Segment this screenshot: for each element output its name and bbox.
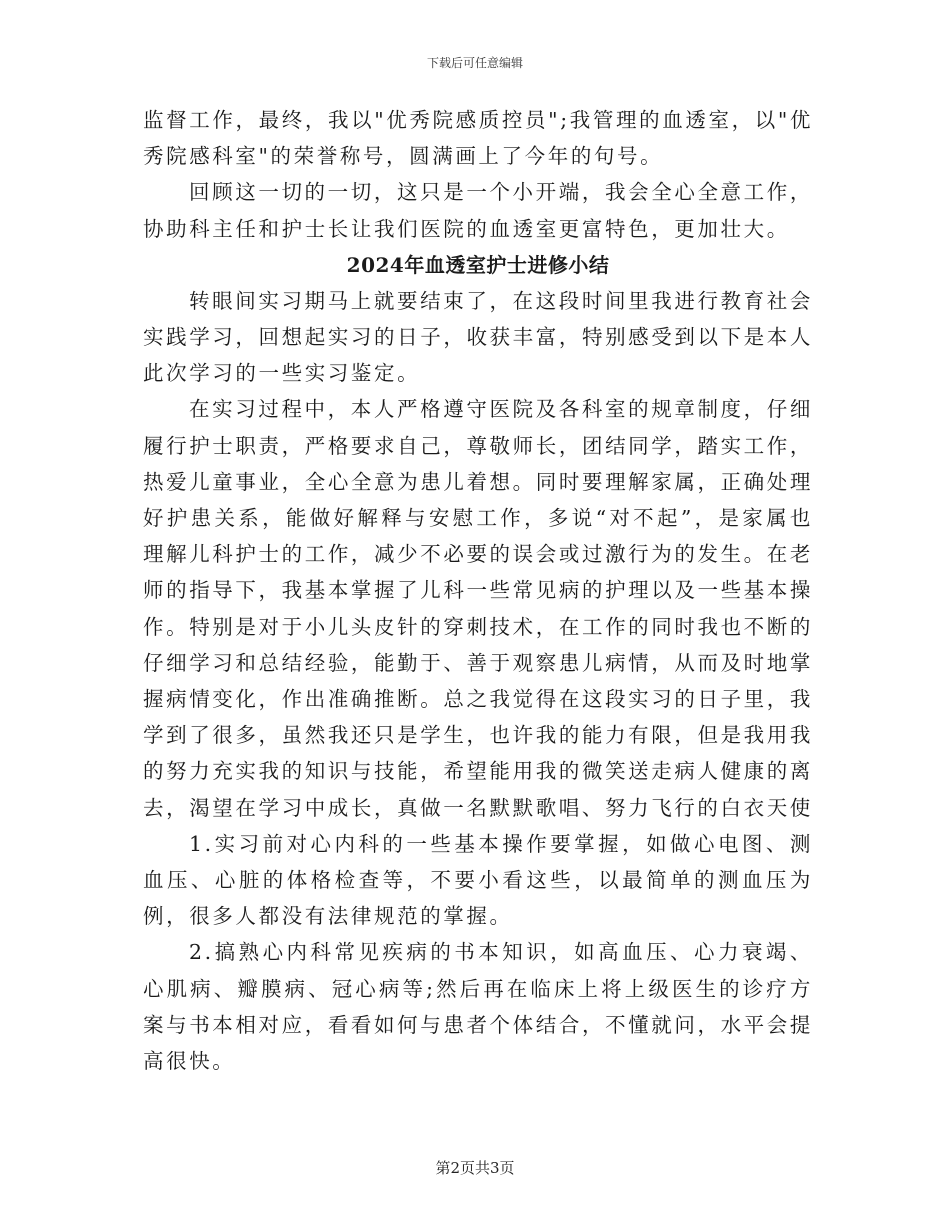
paragraph-review: 回顾这一切的一切，这只是一个小开端，我会全心全意工作，协助科主任和护士长让我们医院的血透室更富特色，更加壮大。 [143,180,813,241]
page-number: 第2页共3页 [435,1159,515,1177]
paragraph-supervision: 监督工作，最终，我以"优秀院感质控员";我管理的血透室，以"优秀院感科室"的荣誉称号，圆满画上了今年的句号。 [143,108,813,169]
page-header: 下载后可任意编辑 [426,56,523,70]
paragraph-intro: 转眼间实习期马上就要结束了，在这段时间里我进行教育社会实践学习，回想起实习的日子，收获丰富，特别感受到以下是本人此次学习的一些实习鉴定。 [143,288,813,386]
paragraph-internship: 在实习过程中，本人严格遵守医院及各科室的规章制度，仔细履行护士职责，严格要求自己，尊敬师长，团结同学，踏实工作，热爱儿童事业，全心全意为患儿着想。同时要理解家属，正确处理好护患关系，能做好解释与安慰工作，多说“对不起”，是家属也理解儿科护士的工作，减少不必要的误会或过激行为的发生。在老师的指导下，我基本掌握了儿科一些常见病的护理以及一些基本操作。特别是对于小儿头皮针的穿刺技术，在工作的同时我也不断的仔细学习和总结经验，能勤于、善于观察患儿病情，从而及时地掌握病情变化，作出准确推断。总之我觉得在这段实习的日子里，我学到了很多，虽然我还只是学生，也许我的能力有限，但是我用我的努力充实我的知识与技能，希望能用我的微笑送走病人健康的离去，渴望在学习中成长，真做一名默默歌唱、努力飞行的白衣天使 [143,397,813,820]
document-body [143,102,813,1079]
document-title: 2024年血透室护士进修小结 [346,252,610,277]
list-item-2: 2.搞熟心内科常见疾病的书本知识，如高血压、心力衰竭、心肌病、瓣膜病、冠心病等;然后再在临床上将上级医生的诊疗方案与书本相对应，看看如何与患者个体结合，不懂就问，水平会提高很快。 [143,940,813,1074]
list-item-1: 1.实习前对心内科的一些基本操作要掌握，如做心电图、测血压、心脏的体格检查等，不要小看这些，以最简单的测血压为例，很多人都没有法律规范的掌握。 [143,831,813,929]
